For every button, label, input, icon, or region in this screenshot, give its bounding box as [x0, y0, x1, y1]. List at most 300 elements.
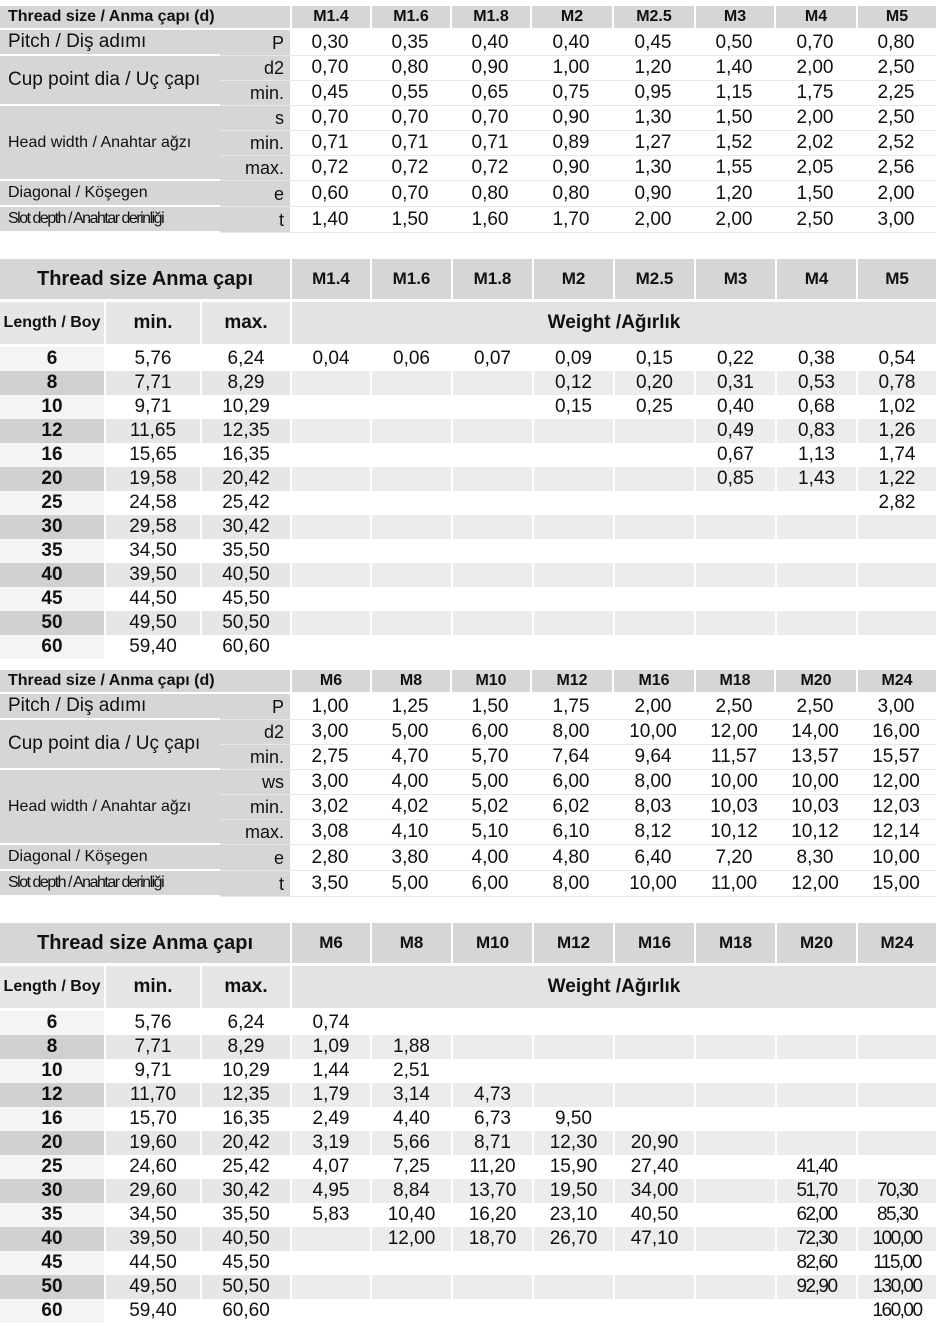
value-cell: 0,60	[290, 181, 370, 207]
weight-cell	[370, 491, 451, 515]
value-cell: 0,71	[450, 131, 530, 156]
spec-row	[0, 871, 936, 897]
value-cell: 1,50	[450, 694, 530, 720]
max-cell: 10,29	[200, 395, 290, 419]
weight-cell: 0,31	[694, 371, 775, 395]
value-cell: 5,00	[450, 770, 530, 795]
weight-cell	[290, 539, 370, 563]
weight-cell: 1,43	[775, 467, 856, 491]
weight-cell: 11,20	[451, 1155, 532, 1179]
size-header-m20: M20	[775, 923, 856, 966]
value-cell: 10,00	[612, 871, 694, 897]
value-cell: 0,80	[530, 181, 612, 207]
weight-cell: 1,13	[775, 443, 856, 467]
weight-cell	[775, 1011, 856, 1035]
weight-cell	[370, 539, 451, 563]
weight-cell: 0,74	[290, 1011, 370, 1035]
size-header-m10: M10	[450, 670, 530, 694]
weight-cell	[856, 563, 936, 587]
spec-row	[0, 56, 936, 81]
max-cell: 6,24	[200, 347, 290, 371]
weight-cell	[451, 1035, 532, 1059]
value-cell: 3,00	[290, 720, 370, 745]
weight-cell	[451, 1275, 532, 1299]
max-cell: 35,50	[200, 1203, 290, 1227]
weight-cell	[694, 1059, 775, 1083]
row-symbol: P	[220, 30, 290, 56]
weight-cell: 0,15	[532, 395, 613, 419]
table-row	[0, 587, 936, 611]
min-cell: 59,40	[104, 1299, 200, 1323]
row-symbol: t	[220, 871, 290, 897]
value-cell: 5,70	[450, 745, 530, 770]
value-cell: 0,40	[450, 30, 530, 56]
value-cell: 0,90	[530, 156, 612, 181]
spec-row	[0, 181, 936, 207]
value-cell: 4,02	[370, 795, 450, 820]
weight-cell	[532, 1251, 613, 1275]
weight-cell: 9,50	[532, 1107, 613, 1131]
value-cell: 3,00	[290, 770, 370, 795]
size-header-m8: M8	[370, 670, 450, 694]
value-cell: 1,00	[290, 694, 370, 720]
size-header-m24: M24	[856, 923, 936, 966]
min-cell: 19,58	[104, 467, 200, 491]
value-cell: 1,00	[530, 56, 612, 81]
weight-cell: 4,95	[290, 1179, 370, 1203]
weight-table-m6-m24	[0, 923, 936, 1323]
value-cell: 1,25	[370, 694, 450, 720]
min-cell: 29,58	[104, 515, 200, 539]
weight-cell	[775, 1035, 856, 1059]
weight-cell: 0,06	[370, 347, 451, 371]
weight-cell: 3,14	[370, 1083, 451, 1107]
min-cell: 5,76	[104, 1011, 200, 1035]
weight-cell	[856, 1155, 936, 1179]
value-cell: 10,12	[774, 820, 856, 845]
table-row	[0, 1059, 936, 1083]
value-cell: 2,56	[856, 156, 936, 181]
length-cell: 16	[0, 1107, 104, 1131]
value-cell: 6,10	[530, 820, 612, 845]
max-cell: 25,42	[200, 491, 290, 515]
value-cell: 2,50	[774, 694, 856, 720]
weight-cell	[694, 1275, 775, 1299]
table-row	[0, 635, 936, 659]
weight-cell	[451, 563, 532, 587]
value-cell: 5,10	[450, 820, 530, 845]
max-cell: 60,60	[200, 1299, 290, 1323]
min-cell: 9,71	[104, 395, 200, 419]
weight-cell	[613, 1299, 694, 1323]
row-symbol: min.	[220, 131, 290, 156]
value-cell: 0,65	[450, 81, 530, 106]
weight-cell	[451, 395, 532, 419]
value-cell: 0,72	[370, 156, 450, 181]
table-row	[0, 1251, 936, 1275]
value-cell: 7,64	[530, 745, 612, 770]
weight-cell: 26,70	[532, 1227, 613, 1251]
weight-cell: 34,00	[613, 1179, 694, 1203]
weight-cell	[856, 587, 936, 611]
table-row	[0, 1299, 936, 1323]
weight-cell	[694, 1083, 775, 1107]
weight-cell	[694, 635, 775, 659]
table-row	[0, 1179, 936, 1203]
weight-cell	[694, 1155, 775, 1179]
table-row	[0, 1131, 936, 1155]
value-cell: 0,80	[450, 181, 530, 207]
weight-cell: 72,30	[775, 1227, 856, 1251]
row-symbol: ws	[220, 770, 290, 795]
weight-cell	[451, 443, 532, 467]
value-cell: 15,00	[856, 871, 936, 897]
table-row	[0, 371, 936, 395]
weight-cell	[532, 1035, 613, 1059]
max-cell: 6,24	[200, 1011, 290, 1035]
table-row	[0, 1227, 936, 1251]
value-cell: 2,00	[856, 181, 936, 207]
header-row	[0, 6, 936, 30]
value-cell: 12,00	[774, 871, 856, 897]
value-cell: 13,57	[774, 745, 856, 770]
value-cell: 6,00	[450, 720, 530, 745]
value-cell: 10,00	[856, 845, 936, 871]
length-header: Length / Boy	[0, 966, 104, 1011]
value-cell: 0,70	[290, 56, 370, 81]
weight-cell: 19,50	[532, 1179, 613, 1203]
max-cell: 60,60	[200, 635, 290, 659]
spec-row	[0, 845, 936, 871]
row-symbol: e	[220, 181, 290, 207]
weight-cell	[370, 515, 451, 539]
value-cell: 2,00	[612, 207, 694, 233]
size-header-m18: M18	[694, 923, 775, 966]
weight-cell	[694, 1011, 775, 1035]
value-cell: 10,00	[612, 720, 694, 745]
size-header-m6: M6	[290, 670, 370, 694]
weight-cell	[451, 371, 532, 395]
size-header-m2_5: M2.5	[613, 259, 694, 302]
size-header-m12: M12	[532, 923, 613, 966]
value-cell: 5,00	[370, 720, 450, 745]
weight-cell	[290, 1275, 370, 1299]
max-cell: 35,50	[200, 539, 290, 563]
size-header-m4: M4	[775, 259, 856, 302]
length-cell: 12	[0, 1083, 104, 1107]
value-cell: 1,27	[612, 131, 694, 156]
min-header: min.	[104, 966, 200, 1011]
weight-cell	[694, 1131, 775, 1155]
value-cell: 2,05	[774, 156, 856, 181]
weight-cell: 92,90	[775, 1275, 856, 1299]
weight-cell	[694, 611, 775, 635]
value-cell: 1,50	[694, 106, 774, 131]
value-cell: 6,02	[530, 795, 612, 820]
subheader-row	[0, 302, 936, 347]
weight-cell	[290, 563, 370, 587]
weight-cell	[532, 1011, 613, 1035]
weight-cell	[856, 1107, 936, 1131]
weight-cell	[613, 467, 694, 491]
value-cell: 9,64	[612, 745, 694, 770]
weight-cell	[290, 395, 370, 419]
title-row	[0, 923, 936, 966]
weight-cell	[451, 611, 532, 635]
table-row	[0, 1275, 936, 1299]
value-cell: 0,72	[450, 156, 530, 181]
length-cell: 50	[0, 1275, 104, 1299]
value-cell: 2,00	[774, 56, 856, 81]
weight-cell	[532, 611, 613, 635]
weight-cell	[856, 1131, 936, 1155]
weight-cell	[694, 491, 775, 515]
weight-cell: 0,49	[694, 419, 775, 443]
value-cell: 0,45	[612, 30, 694, 56]
size-header-m12: M12	[530, 670, 612, 694]
value-cell: 0,72	[290, 156, 370, 181]
weight-cell: 2,49	[290, 1107, 370, 1131]
length-cell: 6	[0, 1011, 104, 1035]
value-cell: 4,00	[370, 770, 450, 795]
weight-header: Weight /Ağırlık	[290, 302, 936, 347]
weight-cell	[451, 1011, 532, 1035]
weight-cell	[694, 1107, 775, 1131]
value-cell: 10,03	[774, 795, 856, 820]
weight-cell	[290, 491, 370, 515]
value-cell: 0,70	[370, 106, 450, 131]
min-cell: 11,65	[104, 419, 200, 443]
value-cell: 0,71	[290, 131, 370, 156]
weight-cell	[613, 1275, 694, 1299]
length-cell: 10	[0, 1059, 104, 1083]
min-cell: 11,70	[104, 1083, 200, 1107]
weight-cell	[694, 1179, 775, 1203]
value-cell: 10,00	[694, 770, 774, 795]
weight-cell: 23,10	[532, 1203, 613, 1227]
table-row	[0, 1011, 936, 1035]
max-cell: 50,50	[200, 611, 290, 635]
value-cell: 1,40	[694, 56, 774, 81]
weight-cell: 8,71	[451, 1131, 532, 1155]
value-cell: 3,08	[290, 820, 370, 845]
size-header-m2_5: M2.5	[612, 6, 694, 30]
value-cell: 2,00	[694, 207, 774, 233]
value-cell: 2,50	[856, 56, 936, 81]
value-cell: 1,15	[694, 81, 774, 106]
table-row	[0, 515, 936, 539]
weight-cell: 12,00	[370, 1227, 451, 1251]
min-cell: 49,50	[104, 611, 200, 635]
length-cell: 45	[0, 1251, 104, 1275]
row-symbol: max.	[220, 156, 290, 181]
row-label: Head width / Anahtar ağzı	[0, 770, 220, 845]
value-cell: 0,95	[612, 81, 694, 106]
table-row	[0, 1035, 936, 1059]
weight-cell	[370, 467, 451, 491]
value-cell: 2,50	[856, 106, 936, 131]
value-cell: 0,71	[370, 131, 450, 156]
table-row	[0, 419, 936, 443]
weight-cell: 47,10	[613, 1227, 694, 1251]
table-row	[0, 563, 936, 587]
weight-cell	[856, 539, 936, 563]
weight-cell	[613, 539, 694, 563]
weight-cell: 160,00	[856, 1299, 936, 1323]
row-symbol: min.	[220, 745, 290, 770]
weight-table-m1_4-m5	[0, 259, 936, 659]
weight-cell	[613, 1107, 694, 1131]
value-cell: 1,50	[774, 181, 856, 207]
min-cell: 19,60	[104, 1131, 200, 1155]
spec-table-m6-m24	[0, 670, 936, 897]
weight-cell	[532, 419, 613, 443]
weight-cell	[694, 1227, 775, 1251]
table-row	[0, 491, 936, 515]
size-header-m1_6: M1.6	[370, 6, 450, 30]
value-cell: 6,00	[450, 871, 530, 897]
weight-cell	[775, 515, 856, 539]
weight-cell: 0,68	[775, 395, 856, 419]
weight-cell: 1,22	[856, 467, 936, 491]
min-cell: 34,50	[104, 539, 200, 563]
weight-cell: 51,70	[775, 1179, 856, 1203]
table-row	[0, 347, 936, 371]
weight-cell: 130,00	[856, 1275, 936, 1299]
size-header-m1_8: M1.8	[451, 259, 532, 302]
weight-cell	[613, 635, 694, 659]
weight-cell	[613, 1011, 694, 1035]
weight-cell	[694, 1251, 775, 1275]
row-label: Diagonal / Köşegen	[0, 845, 220, 871]
value-cell: 12,00	[694, 720, 774, 745]
weight-cell: 10,40	[370, 1203, 451, 1227]
spec-row	[0, 720, 936, 745]
weight-cell: 2,82	[856, 491, 936, 515]
weight-cell	[451, 419, 532, 443]
value-cell: 2,52	[856, 131, 936, 156]
weight-cell	[532, 1083, 613, 1107]
weight-cell	[694, 515, 775, 539]
weight-cell: 1,26	[856, 419, 936, 443]
min-cell: 39,50	[104, 563, 200, 587]
row-symbol: min.	[220, 795, 290, 820]
weight-cell: 0,04	[290, 347, 370, 371]
value-cell: 3,50	[290, 871, 370, 897]
value-cell: 10,03	[694, 795, 774, 820]
weight-cell	[370, 419, 451, 443]
length-cell: 60	[0, 1299, 104, 1323]
size-header-m6: M6	[290, 923, 370, 966]
table-row	[0, 1203, 936, 1227]
weight-cell	[451, 539, 532, 563]
row-symbol: max.	[220, 820, 290, 845]
thread-size-header: Thread size / Anma çapı (d)	[0, 670, 290, 694]
value-cell: 0,80	[856, 30, 936, 56]
size-header-m2: M2	[530, 6, 612, 30]
spec-row	[0, 30, 936, 56]
weight-cell	[775, 587, 856, 611]
weight-cell	[775, 1083, 856, 1107]
value-cell: 1,50	[370, 207, 450, 233]
length-cell: 40	[0, 563, 104, 587]
length-cell: 50	[0, 611, 104, 635]
weight-cell	[613, 611, 694, 635]
length-cell: 45	[0, 587, 104, 611]
weight-cell	[694, 563, 775, 587]
table-row	[0, 1155, 936, 1179]
weight-cell	[290, 611, 370, 635]
weight-cell	[290, 1227, 370, 1251]
size-header-m16: M16	[612, 670, 694, 694]
row-label: Head width / Anahtar ağzı	[0, 106, 220, 181]
weight-cell: 115,00	[856, 1251, 936, 1275]
weight-cell: 12,30	[532, 1131, 613, 1155]
size-header-m10: M10	[451, 923, 532, 966]
weight-cell	[532, 1059, 613, 1083]
min-cell: 59,40	[104, 635, 200, 659]
weight-cell	[613, 587, 694, 611]
weight-cell	[775, 563, 856, 587]
weight-cell: 0,54	[856, 347, 936, 371]
value-cell: 15,57	[856, 745, 936, 770]
min-cell: 7,71	[104, 1035, 200, 1059]
value-cell: 8,03	[612, 795, 694, 820]
max-cell: 20,42	[200, 467, 290, 491]
table-row	[0, 1107, 936, 1131]
table-row	[0, 395, 936, 419]
value-cell: 2,02	[774, 131, 856, 156]
weight-cell: 0,40	[694, 395, 775, 419]
size-header-m24: M24	[856, 670, 936, 694]
size-header-m1_8: M1.8	[450, 6, 530, 30]
weight-cell: 3,19	[290, 1131, 370, 1155]
length-cell: 30	[0, 1179, 104, 1203]
value-cell: 12,03	[856, 795, 936, 820]
value-cell: 8,00	[612, 770, 694, 795]
weight-cell	[694, 1299, 775, 1323]
value-cell: 10,12	[694, 820, 774, 845]
max-header: max.	[200, 302, 290, 347]
weight-cell	[451, 467, 532, 491]
value-cell: 3,00	[856, 207, 936, 233]
weight-cell	[532, 587, 613, 611]
min-cell: 44,50	[104, 1251, 200, 1275]
weight-cell: 0,07	[451, 347, 532, 371]
weight-cell	[613, 491, 694, 515]
length-cell: 25	[0, 491, 104, 515]
min-cell: 9,71	[104, 1059, 200, 1083]
weight-cell	[532, 491, 613, 515]
weight-cell	[370, 635, 451, 659]
weight-cell: 18,70	[451, 1227, 532, 1251]
weight-cell	[694, 587, 775, 611]
header-row	[0, 670, 936, 694]
value-cell: 11,00	[694, 871, 774, 897]
max-cell: 16,35	[200, 443, 290, 467]
weight-cell	[370, 611, 451, 635]
weight-cell	[451, 515, 532, 539]
size-header-m2: M2	[532, 259, 613, 302]
table-row	[0, 443, 936, 467]
weight-cell	[613, 1083, 694, 1107]
thread-size-header: Thread size / Anma çapı (d)	[0, 6, 290, 30]
length-cell: 8	[0, 1035, 104, 1059]
row-label: Diagonal / Köşegen	[0, 181, 220, 207]
weight-cell	[290, 1251, 370, 1275]
max-cell: 10,29	[200, 1059, 290, 1083]
weight-cell: 0,20	[613, 371, 694, 395]
